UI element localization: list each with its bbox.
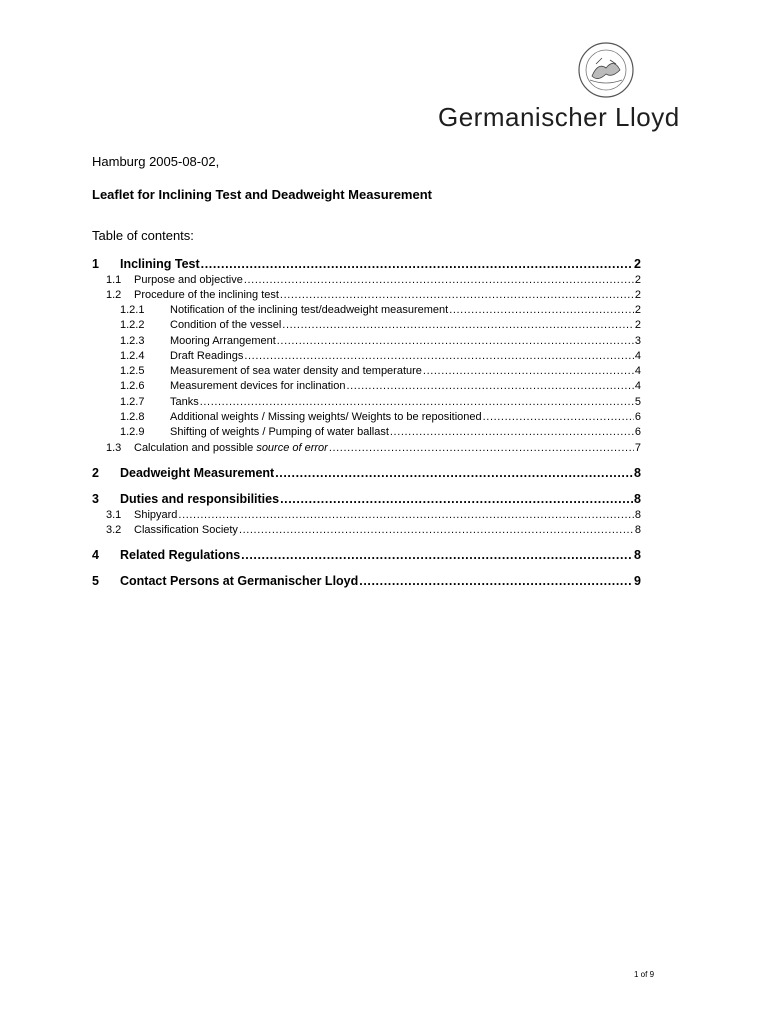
toc-dot-leader bbox=[329, 442, 634, 454]
company-logo bbox=[438, 40, 688, 140]
toc-entry-label bbox=[120, 574, 358, 588]
toc-entry-number: 1.2.8 bbox=[120, 411, 145, 424]
toc-entry-label-text: Tanks bbox=[170, 395, 199, 408]
toc-entry-page: 3 bbox=[634, 334, 641, 347]
toc-dot-leader bbox=[275, 466, 633, 480]
toc-dot-leader bbox=[244, 350, 634, 362]
toc-entry[interactable] bbox=[92, 411, 641, 426]
toc-entry[interactable] bbox=[92, 426, 641, 441]
toc-entry-number: 3.2 bbox=[106, 523, 122, 536]
toc-entry-label-text: Classification Society bbox=[134, 523, 238, 536]
toc-entry-page: 7 bbox=[634, 441, 641, 454]
toc-heading: Table of contents: bbox=[92, 228, 194, 243]
toc-entry[interactable] bbox=[92, 524, 641, 539]
toc-entry-label-text: Shifting of weights / Pumping of water ballast bbox=[170, 426, 389, 439]
toc-entry-page: 2 bbox=[634, 319, 641, 332]
toc-entry-label bbox=[134, 524, 238, 536]
toc-entry[interactable] bbox=[92, 319, 641, 334]
table-of-contents bbox=[92, 254, 641, 591]
toc-entry-label-text: Additional weights / Missing weights/ Weights to be repositioned bbox=[170, 411, 482, 424]
document-title: Leaflet for Inclining Test and Deadweight Measurement bbox=[92, 187, 432, 202]
toc-spacer bbox=[92, 565, 641, 571]
toc-entry-page: 2 bbox=[634, 274, 641, 286]
toc-entry-label bbox=[170, 380, 345, 392]
toc-entry[interactable] bbox=[92, 289, 641, 304]
toc-entry[interactable] bbox=[92, 396, 641, 411]
toc-entry-label-text: Inclining Test bbox=[120, 257, 200, 271]
toc-entry-page: 6 bbox=[634, 426, 641, 439]
letter-intro bbox=[92, 154, 652, 243]
toc-entry-page: 8 bbox=[634, 491, 641, 506]
toc-entry-page: 9 bbox=[634, 573, 641, 588]
toc-entry-label bbox=[134, 509, 177, 521]
toc-entry-label bbox=[120, 548, 240, 562]
toc-entry[interactable] bbox=[92, 257, 641, 274]
toc-entry[interactable] bbox=[92, 548, 641, 565]
toc-entry-page: 6 bbox=[634, 411, 641, 424]
page-indicator: 1 of 9 bbox=[634, 970, 655, 979]
toc-dot-leader bbox=[178, 509, 633, 521]
toc-entry[interactable] bbox=[92, 466, 641, 483]
toc-entry[interactable] bbox=[92, 274, 641, 289]
toc-entry-page: 4 bbox=[634, 380, 641, 393]
toc-entry-label-text: Deadweight Measurement bbox=[120, 465, 275, 480]
toc-entry-number: 3.1 bbox=[106, 508, 122, 521]
toc-dot-leader bbox=[239, 524, 634, 536]
toc-entry-label-text: Shipyard bbox=[134, 508, 178, 521]
toc-dot-leader bbox=[423, 365, 634, 377]
toc-entry-number: 5 bbox=[92, 573, 99, 588]
toc-entry-label bbox=[170, 396, 199, 408]
place-date: Hamburg 2005-08-02, bbox=[92, 154, 220, 169]
toc-entry-page: 8 bbox=[634, 547, 641, 562]
toc-dot-leader bbox=[359, 574, 633, 588]
toc-entry-label bbox=[170, 335, 276, 347]
toc-entry[interactable] bbox=[92, 380, 641, 395]
toc-dot-leader bbox=[280, 289, 634, 301]
toc-entry-label-text: Duties and responsibilities bbox=[120, 491, 280, 506]
toc-dot-leader bbox=[280, 492, 633, 506]
toc-dot-leader bbox=[282, 319, 634, 331]
toc-entry-number: 1.2.7 bbox=[120, 395, 145, 408]
toc-entry[interactable] bbox=[92, 442, 641, 457]
toc-entry[interactable] bbox=[92, 350, 641, 365]
toc-entry[interactable] bbox=[92, 492, 641, 509]
toc-entry-page: 4 bbox=[634, 365, 641, 378]
toc-entry-label bbox=[120, 492, 279, 506]
toc-entry-label bbox=[134, 274, 243, 286]
toc-entry-label-text: Procedure of the inclining test bbox=[134, 289, 279, 301]
toc-entry-page: 2 bbox=[634, 304, 641, 316]
toc-entry-label bbox=[170, 350, 243, 362]
toc-entry[interactable] bbox=[92, 304, 641, 319]
toc-entry-page: 4 bbox=[634, 349, 641, 362]
toc-entry[interactable] bbox=[92, 365, 641, 380]
toc-entry-number: 1.2.1 bbox=[120, 304, 145, 316]
toc-entry-page: 5 bbox=[634, 395, 641, 408]
toc-entry-label-text: Purpose and objective bbox=[134, 274, 243, 286]
toc-entry-label-italic: source of error bbox=[256, 441, 328, 454]
toc-entry-label-text: Contact Persons at Germanischer Lloyd bbox=[120, 573, 359, 588]
toc-entry-label-text: Mooring Arrangement bbox=[170, 334, 276, 347]
toc-dot-leader bbox=[200, 396, 634, 408]
toc-spacer bbox=[92, 483, 641, 489]
toc-entry-number: 4 bbox=[92, 547, 99, 562]
toc-entry-number: 1.3 bbox=[106, 441, 122, 454]
toc-entry-label bbox=[120, 257, 200, 271]
toc-dot-leader bbox=[346, 380, 633, 392]
toc-spacer bbox=[92, 457, 641, 463]
toc-entry-number: 1.2.6 bbox=[120, 380, 145, 393]
toc-entry-label-text: Condition of the vessel bbox=[170, 319, 282, 332]
toc-entry-number: 1.2.5 bbox=[120, 365, 145, 378]
toc-entry-number: 3 bbox=[92, 491, 99, 506]
toc-entry-number: 1.2.2 bbox=[120, 319, 145, 332]
toc-dot-leader bbox=[449, 304, 634, 316]
toc-entry-label-text: Measurement of sea water density and temperature bbox=[170, 365, 422, 378]
toc-entry-page: 8 bbox=[634, 465, 641, 480]
toc-dot-leader bbox=[277, 335, 634, 347]
toc-entry-page: 2 bbox=[634, 289, 641, 301]
toc-entry-label bbox=[170, 319, 281, 331]
toc-entry-label bbox=[134, 442, 328, 454]
toc-entry-number: 1.2 bbox=[106, 289, 122, 301]
toc-dot-leader bbox=[241, 548, 633, 562]
toc-entry-label bbox=[134, 289, 279, 301]
toc-entry-label bbox=[170, 304, 448, 316]
toc-entry-page: 2 bbox=[634, 257, 641, 271]
toc-entry-label bbox=[170, 411, 482, 423]
toc-dot-leader bbox=[201, 257, 633, 271]
brand-wordmark: Germanischer Lloyd bbox=[438, 102, 680, 132]
toc-spacer bbox=[92, 539, 641, 545]
toc-entry-number: 2 bbox=[92, 465, 99, 480]
toc-entry-label-text: Calculation and possible bbox=[134, 441, 254, 454]
toc-entry-label-text: Related Regulations bbox=[120, 547, 241, 562]
toc-entry-number: 1.1 bbox=[106, 274, 122, 286]
seal-icon bbox=[568, 40, 644, 104]
toc-entry[interactable] bbox=[92, 509, 641, 524]
toc-entry-label-text: Notification of the inclining test/deadweight measurement bbox=[170, 304, 449, 316]
toc-entry-label bbox=[120, 466, 274, 480]
toc-entry-label bbox=[170, 426, 389, 438]
toc-entry-number: 1.2.4 bbox=[120, 349, 145, 362]
toc-entry-number: 1 bbox=[92, 257, 99, 271]
toc-entry-number: 1.2.9 bbox=[120, 426, 145, 439]
toc-entry-label-text: Measurement devices for inclination bbox=[170, 380, 346, 393]
toc-entry[interactable] bbox=[92, 574, 641, 591]
toc-dot-leader bbox=[483, 411, 634, 423]
toc-entry-label-text: Draft Readings bbox=[170, 349, 244, 362]
toc-entry[interactable] bbox=[92, 335, 641, 350]
toc-entry-label bbox=[170, 365, 422, 377]
toc-dot-leader bbox=[244, 274, 634, 286]
toc-entry-page: 8 bbox=[634, 523, 641, 536]
toc-entry-page: 8 bbox=[634, 508, 641, 521]
toc-dot-leader bbox=[390, 426, 634, 438]
toc-entry-number: 1.2.3 bbox=[120, 334, 145, 347]
